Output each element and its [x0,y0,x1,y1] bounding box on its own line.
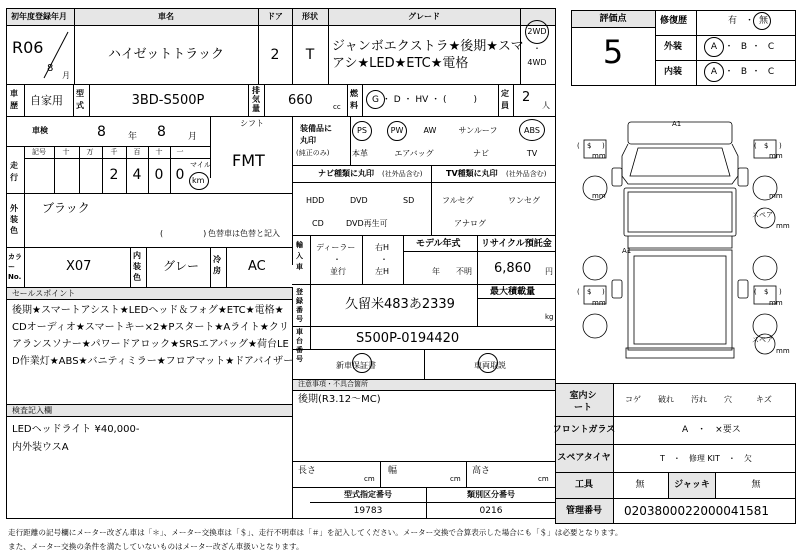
sales-point-label: セールスポイント [12,289,76,298]
drive-2wd: 2WD [527,27,547,36]
drive-4wd: 4WD [527,58,547,67]
sales-point-line-2: CDオーディオ★スマートキー×2★Pスタート★Aライト★クリ [12,322,289,333]
tools-value: 無 [635,480,645,490]
notes-value: 後期(R3.12〜MC) [298,394,381,405]
front-glass-options: A ・ ×要ス [682,425,741,435]
mileage-unit-km: km [192,176,205,185]
exterior-label: 外装 [664,42,683,52]
grade-option: A [710,67,718,77]
grade-option: C [767,42,775,52]
mileage-digit-label: 一 [176,148,184,156]
import-right-h: 右H [375,243,390,252]
navi-sub: (社外品含む) [382,170,423,178]
import-left-h: 左H [375,267,390,276]
height-unit: cm [538,475,549,483]
tv-option: アナログ [454,219,486,228]
warranty-circle [352,353,372,373]
fuel-g-circle [366,90,385,109]
navi-option: DVD再生可 [346,219,388,228]
navi-label: ナビ種類に丸印 [318,169,374,178]
capacity-unit: 人 [542,101,550,110]
diagram-mm-1: mm [592,152,606,160]
capacity-value: 2 [522,90,531,105]
drive-dot: ・ [533,44,541,53]
inspector-line-1: LEDヘッドライト ¥40,000- [12,424,140,435]
color-label: 外装色 [10,204,18,235]
interior-a-circle [704,62,724,82]
equipment-item: PS [357,126,367,135]
width-unit: cm [450,475,461,483]
tv-label: TV種類に丸印 [446,169,498,178]
color-note: 色替車は色替と記入 [208,229,280,238]
diagram-paren-close-1: ) [602,142,605,150]
seat-option: コゲ [625,395,641,404]
seat-option: 破れ [658,395,674,404]
interior-sheet-label: 室内シート [569,391,597,413]
grade-dot: ・ [751,67,761,77]
seat-option: キズ [756,395,772,404]
registration-label: 登録番号 [296,288,303,323]
grade-label: グレード [408,12,440,21]
mileage-unit-mile: マイル [190,161,211,169]
equipment-item: ナビ [473,149,489,158]
max-load-unit: kg [545,313,554,321]
navi-option: CD [312,219,324,228]
diagram-spare-2: スペア [752,336,773,344]
model-year-value: 不明 [456,267,472,276]
diagram-paren-2: ( [754,142,757,150]
inspection-month: 8 [157,124,166,140]
import-dot: ・ [333,255,341,264]
door-label: ドア [267,12,283,21]
recycle-label: リサイクル預託金 [481,239,552,249]
grade-dot: ・ [724,67,734,77]
equipment-item: PW [390,126,404,135]
mileage-digit: 4 [132,167,142,183]
navi-option: DVD [350,196,368,205]
equipment-item: TV [526,149,538,158]
width-label: 幅 [388,466,398,476]
inspector-line-2: 内外装ウスA [12,442,69,453]
repair-dot: ・ [745,16,755,26]
spare-tire-options: T ・ 修理 KIT ・ 欠 [660,454,752,463]
mileage-digit: 2 [109,167,119,183]
diagram-mm-4: mm [769,192,783,200]
import-dot-2: ・ [380,255,388,264]
diagram-dollar-3: $ [587,288,592,296]
registration-value: 久留米483あ2339 [345,297,455,312]
new-car-warranty: 新車保証書 [336,361,376,370]
score-value: 5 [602,33,624,71]
equipment-label-3: (純正のみ) [296,149,330,157]
diagram-spare-1: スペア [752,211,773,219]
mileage-digit-label: 百 [133,148,141,156]
length-label: 長さ [298,466,317,476]
first-reg-year: R06 [12,38,44,57]
front-glass-label: フロントガラス [552,425,616,435]
category-value: 0216 [479,506,503,516]
pw-circle [387,121,407,141]
jack-label: ジャッキ [674,480,710,490]
color-no-label: カラーNo. [8,253,22,281]
import-dealer: ディーラー [316,243,356,252]
abs-circle [519,119,545,141]
sales-point-line-3: アランスソナー★パワードアロック★SRSエアバッグ★荷台LE [12,339,289,350]
grade-dot: ・ [751,42,761,52]
equipment-item: 本革 [352,149,368,158]
recycle-value: 6,860 [494,261,532,276]
equipment-label-1: 装備品に [300,124,332,133]
displacement-label: 排気量 [252,86,260,113]
category-label: 類別区分番号 [467,490,515,499]
equipment-label-2: 丸印 [300,136,316,145]
fuel-label: 燃料 [350,89,358,110]
navi-option: HDD [306,196,325,205]
equipment-item: ABS [524,126,540,135]
inspector-label: 検査記入欄 [12,406,52,415]
diagram-mm-7: mm [769,299,783,307]
diagram-a1-top: A1 [672,120,682,128]
chassis-value: S500P-0194420 [356,331,460,346]
grade-line-1: ジャンボエクストラ★後期★スマ [332,39,524,54]
tools-label: 工具 [574,480,594,490]
tv-sub: (社外品含む) [506,170,547,178]
diagram-mm-6: mm [592,299,606,307]
repair-label: 修復歴 [660,16,688,26]
seat-option: 穴 [724,395,732,404]
interior-color-label: 内装色 [133,251,141,282]
diagram-mm-8: mm [776,347,790,355]
mileage-digit-label: 記号 [32,148,46,156]
import-label: 輸入車 [296,241,303,271]
grade-line-2: アシ★LED★ETC★電格 [332,56,469,71]
color-note-paren: ( ) [160,229,207,238]
color-no-value: X07 [66,259,92,274]
repair-no: 無 [759,16,769,26]
manual-circle [478,353,498,373]
length-unit: cm [364,475,375,483]
first-reg-month-unit: 月 [62,71,70,80]
model-year-unit: 年 [432,267,440,276]
equipment-item: AW [423,126,437,135]
ps-circle [352,121,372,141]
interior-color-value: グレー [163,259,200,273]
exterior-a-circle [704,37,724,57]
repair-no-circle [753,12,771,30]
diagram-paren-4: ( [754,288,757,296]
diagram-paren-close-2: ) [779,142,782,150]
footer-line-2: また、メーター交換の条件を満たしていないものはメーター改ざん車扱いとなります。 [8,542,304,551]
model-value: 3BD-S500P [131,93,205,108]
repair-yes: 有 [728,16,738,26]
mileage-digit: 0 [175,167,185,183]
diagram-paren-close-3: ) [602,288,605,296]
diagram-mm-5: mm [776,222,790,230]
chassis-label: 車台番号 [296,328,303,363]
grade-option: B [740,67,748,77]
diagram-mm-2: mm [769,152,783,160]
score-label: 評価点 [599,14,627,24]
color-value: ブラック [42,201,90,215]
mileage-digit-label: 万 [86,148,94,156]
model-label: 型式 [76,89,84,110]
tv-option: ワンセグ [508,196,540,205]
shift-label: シフト [240,119,264,128]
sales-point-line-4: D作業灯★ABS★バニティミラー★フロアマット★ドアバイザー [12,356,294,367]
navi-option: SD [403,196,415,205]
height-label: 高さ [472,466,491,476]
mileage-label: 走行 [10,161,18,182]
diagram-paren-1: ( [577,142,580,150]
first-reg-month: 8 [47,63,54,74]
designation-label: 型式指定番号 [344,490,392,499]
diagram-a1-mid: A1 [622,247,632,255]
inspection-month-unit: 月 [188,132,198,142]
use-label: 車歴 [10,89,18,110]
inspection-year-unit: 年 [128,132,138,142]
car-diagram [566,108,792,363]
mileage-digit-label: 千 [110,148,118,156]
grade-dot: ・ [724,42,734,52]
shift-value: FMT [232,151,265,170]
doors-value: 2 [270,47,280,63]
import-parallel: 並行 [330,267,346,276]
ac-label: 冷房 [213,255,221,275]
equipment-item: サンルーフ [458,126,498,135]
displacement-unit: cc [333,103,341,111]
mileage-digit-label: 十 [62,148,70,156]
model-year-label: モデル年式 [416,239,461,249]
year-label: 初年度登録年月 [11,12,67,21]
equipment-item: エアバッグ [394,149,434,158]
diagram-paren-3: ( [577,288,580,296]
sales-point-line-1: 後期★スマートアシスト★LEDヘッド＆フォグ★ETC★電格★ [12,305,284,316]
management-value: 0203800022000041581 [624,504,770,518]
spare-tire-label: スペアタイヤ [557,453,611,463]
diagram-dollar-2: $ [764,142,769,150]
grade-option: C [767,67,775,77]
seat-option: 汚れ [691,395,707,404]
notes-label: 注意事項・不具合箇所 [298,380,368,388]
shape-value: T [305,47,315,63]
car-name: ハイゼットトラック [107,47,225,62]
diagram-dollar-4: $ [764,288,769,296]
diagram-dollar-1: $ [587,142,592,150]
capacity-label: 定員 [501,89,509,110]
inspection-label: 車検 [32,126,48,135]
ac-value: AC [248,259,266,274]
diagram-paren-close-4: ) [779,288,782,296]
mileage-digit-label: 十 [155,148,163,156]
car-name-label: 車名 [158,12,174,21]
max-load-label: 最大積載量 [490,287,536,297]
tv-option: フルセグ [442,196,474,205]
jack-value: 無 [751,480,761,490]
management-label: 管理番号 [565,506,603,516]
interior-label: 内装 [664,67,683,77]
footer-line-1: 走行距離の記号欄にメーター改ざん車は「＊」、メーター交換車は「＄」、走行不明車は「＃」を記入してください。メーター交換で合算表示した場合にも「＄」は必要となります。 [8,528,623,537]
vehicle-manual: 車両取説 [474,361,506,370]
shape-label: 形状 [302,12,318,21]
grade-option: A [710,42,718,52]
use-value: 自家用 [30,94,63,107]
displacement-value: 660 [288,93,313,108]
diagram-mm-3: mm [592,192,606,200]
designation-value: 19783 [353,506,383,516]
mileage-digit: 0 [154,167,164,183]
inspection-year: 8 [97,124,106,140]
recycle-unit: 円 [545,267,553,276]
grade-option: B [740,42,748,52]
fuel-options: G ・ D ・ HV ・ ( ) [372,95,478,105]
